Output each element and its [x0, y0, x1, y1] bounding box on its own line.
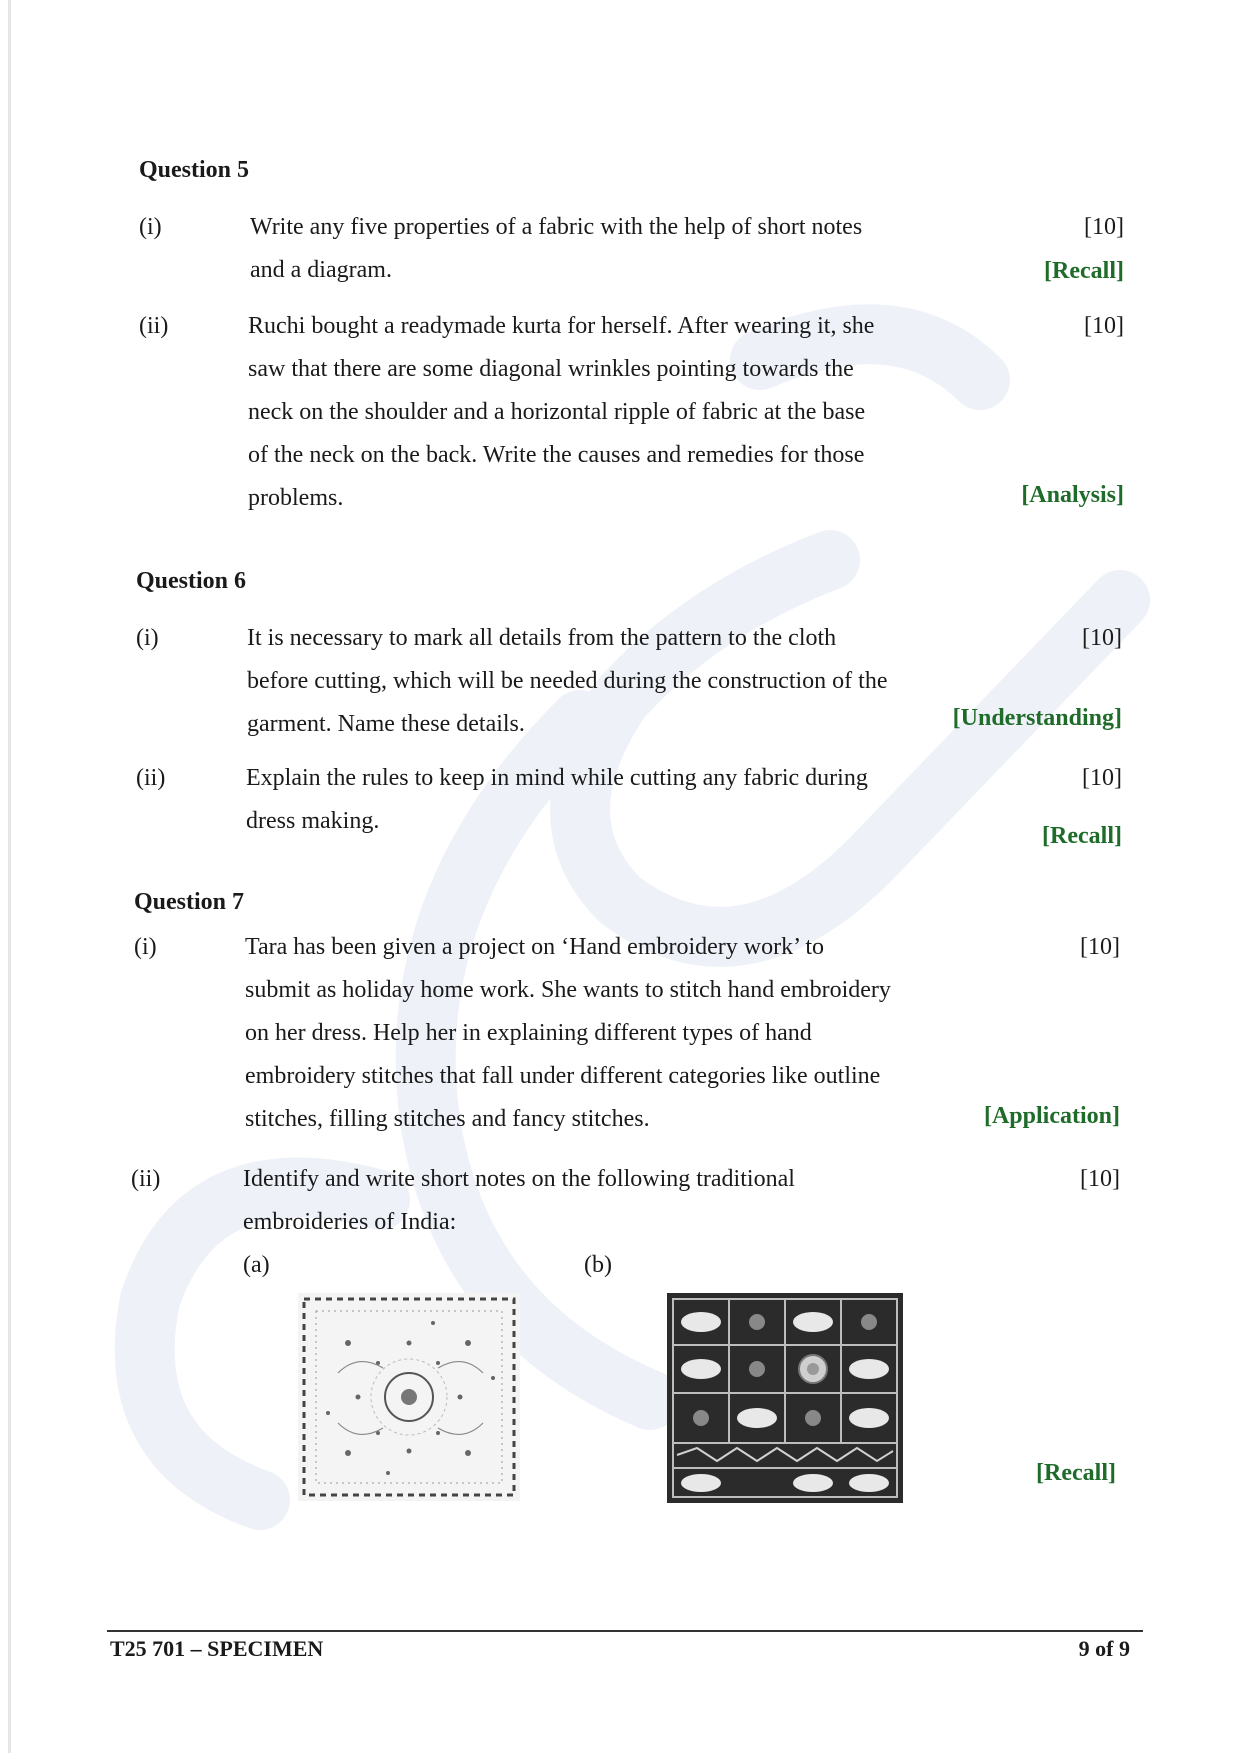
embroidery-image-a	[298, 1293, 520, 1501]
q7-part-i-marks: [10]	[1080, 934, 1120, 960]
q5-part-ii-text	[248, 305, 874, 520]
q5-part-ii-tag: [Analysis]	[1021, 482, 1124, 508]
q6-part-i-marks: [10]	[1082, 625, 1122, 651]
text-line: problems.	[248, 485, 344, 511]
q7-part-ii-number: (ii)	[131, 1166, 161, 1192]
text-line: and a diagram.	[250, 257, 392, 283]
text-line: Explain the rules to keep in mind while cutting any fabric during	[246, 765, 868, 791]
q5-part-i-marks: [10]	[1084, 214, 1124, 240]
text-line: on her dress. Help her in explaining different types of hand	[245, 1020, 812, 1046]
paper-code: T25 701 – SPECIMEN	[110, 1636, 324, 1661]
text-line: stitches, filling stitches and fancy stitches.	[245, 1106, 650, 1132]
text-line: neck on the shoulder and a horizontal ripple of fabric at the base	[248, 399, 866, 425]
image-label-a: (a)	[243, 1252, 270, 1278]
q7-part-ii-text	[243, 1158, 795, 1244]
q6-part-ii-text	[246, 757, 868, 843]
q6-part-ii-number: (ii)	[136, 765, 166, 791]
text-line: embroideries of India:	[243, 1209, 457, 1235]
q5-part-i-number: (i)	[139, 214, 162, 240]
q6-part-ii-marks: [10]	[1082, 765, 1122, 791]
text-line: of the neck on the back. Write the causes and remedies for those	[248, 442, 865, 468]
text-line: submit as holiday home work. She wants to stitch hand embroidery	[245, 977, 891, 1003]
text-line: It is necessary to mark all details from the pattern to the cloth	[247, 625, 837, 651]
text-line: dress making.	[246, 808, 380, 834]
text-line: Write any five properties of a fabric with the help of short notes	[250, 214, 863, 240]
q5-part-i-text	[250, 206, 862, 292]
q5-part-i-tag: [Recall]	[1044, 258, 1124, 284]
q6-part-i-tag: [Understanding]	[952, 705, 1122, 731]
text-line: embroidery stitches that fall under different categories like outline	[245, 1063, 881, 1089]
q7-part-i-tag: [Application]	[983, 1103, 1120, 1129]
footer-divider	[107, 1630, 1143, 1632]
q7-part-ii-tag: [Recall]	[1036, 1460, 1116, 1486]
q7-part-i-number: (i)	[134, 934, 157, 960]
q6-part-ii-tag: [Recall]	[1042, 823, 1122, 849]
text-line: saw that there are some diagonal wrinkles pointing towards the	[248, 356, 854, 382]
q5-part-ii-marks: [10]	[1084, 313, 1124, 339]
image-label-b: (b)	[584, 1252, 612, 1278]
text-line: Ruchi bought a readymade kurta for herself. After wearing it, she	[248, 313, 875, 339]
scan-edge	[8, 0, 11, 1753]
text-line: Tara has been given a project on ‘Hand embroidery work’ to	[245, 934, 824, 960]
q5-part-ii-number: (ii)	[139, 313, 169, 339]
question-7-title: Question 7	[134, 889, 245, 915]
text-line: garment. Name these details.	[247, 711, 525, 737]
question-5-title: Question 5	[139, 157, 250, 183]
text-line: before cutting, which will be needed during the construction of the	[247, 668, 888, 694]
q6-part-i-number: (i)	[136, 625, 159, 651]
text-line: Identify and write short notes on the following traditional	[243, 1166, 795, 1192]
q6-part-i-text	[247, 617, 887, 746]
q7-part-i-text	[245, 926, 891, 1141]
q7-part-ii-marks: [10]	[1080, 1166, 1120, 1192]
question-6-title: Question 6	[136, 568, 247, 594]
page-number: 9 of 9	[1078, 1636, 1130, 1661]
